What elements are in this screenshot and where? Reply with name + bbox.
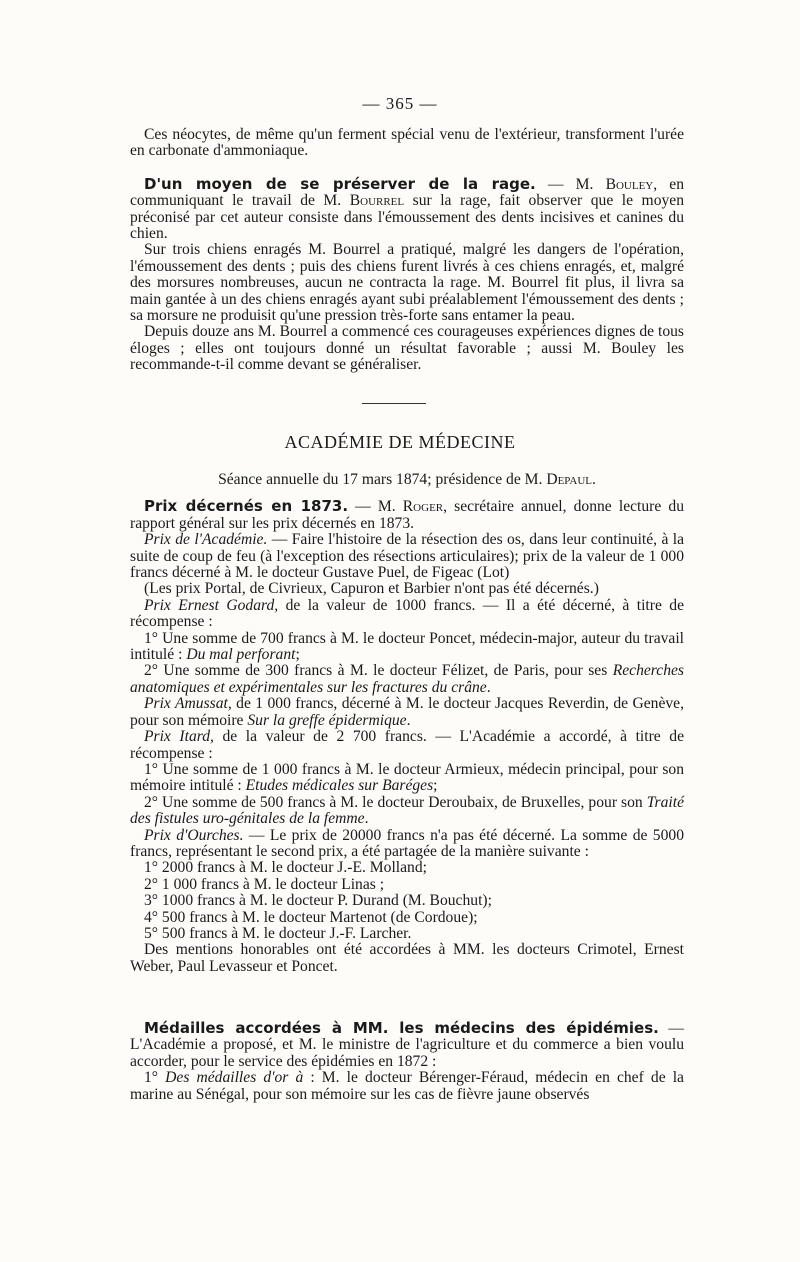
mentions-paragraph: Des mentions honorables ont été accordées à MM. les docteurs Crimotel, Ernest Weber, Paul Levasseur et Poncet. bbox=[130, 941, 684, 975]
rage-paragraph-3: Depuis douze ans M. Bourrel a commencé ces courageuses expériences dignes de tous éloges ; elles ont toujours donné un résultat favorable ; aussi M. Bouley les recommande-t-il comme devant se généraliser. bbox=[130, 323, 684, 374]
page-number: — 365 — bbox=[362, 94, 438, 113]
ourches-item: 5° 500 francs à M. le docteur J.-F. Larcher. bbox=[144, 924, 412, 942]
medailles-intro: Médailles accordées à MM. les médecins des épidémies. — L'Académie a proposé, et M. le ministre de l'agriculture et du commerce a bien voulu accorder, pour le service des épidémies en 1872 : bbox=[130, 1019, 684, 1070]
seance-line: Séance annuelle du 17 mars 1874; présidence de M. Depaul. bbox=[218, 471, 596, 488]
name-bourrel: Bourrel bbox=[349, 192, 405, 210]
medailles-title: Médailles accordées à MM. les médecins des épidémies. bbox=[144, 1019, 659, 1037]
prix-title: Prix décernés en 1873. bbox=[144, 497, 349, 516]
name-bouley: Bouley bbox=[605, 175, 654, 193]
ourches-item: 4° 500 francs à M. le docteur Martenot (de Cordoue); bbox=[144, 908, 478, 926]
rage-section bbox=[130, 127, 684, 374]
prix-amussat: Prix Amussat, de 1 000 francs, décerné à M. le docteur Jacques Reverdin, de Genève, pour son mémoire Sur la greffe épidermique. bbox=[130, 695, 684, 729]
prix-portal: (Les prix Portal, de Civrieux, Capuron et Barbier n'ont pas été décernés.) bbox=[144, 580, 599, 598]
prix-ourches: Prix d'Ourches. — Le prix de 20000 francs n'a pas été décerné. La somme de 5000 francs, représentant le second prix, a été partagée de la manière suivante : bbox=[130, 826, 684, 860]
rage-paragraph-1: D'un moyen de se préserver de la rage. — M. Bouley, en communiquant le travail de M. Bourrel sur la rage, fait observer que le moyen préconisé par cet auteur consiste dans l'émoussement des dents incisives et canines du chien. bbox=[130, 174, 685, 243]
prix-itard: Prix Itard, de la valeur de 2 700 francs. — L'Académie a accordé, à titre de récompense : bbox=[130, 728, 684, 762]
intro-paragraph: Ces néocytes, de même qu'un ferment spécial venu de l'extérieur, transforment l'urée en carbonate d'ammoniaque. bbox=[130, 126, 684, 160]
name-roger: Roger bbox=[402, 498, 444, 516]
name-depaul: Depaul bbox=[546, 471, 593, 488]
ourches-item: 1° 2000 francs à M. le docteur J.-E. Molland; bbox=[144, 859, 427, 877]
prix-itard-2: 2° Une somme de 500 francs à M. le docteur Deroubaix, de Bruxelles, pour son Traité des fistules uro-génitales de la femme. bbox=[130, 793, 684, 828]
section-divider bbox=[362, 403, 426, 404]
ourches-item: 2° 1 000 francs à M. le docteur Linas ; bbox=[144, 875, 385, 893]
medailles-or: 1° Des médailles d'or à : M. le docteur Bérenger-Féraud, médecin en chef de la marine au Sénégal, pour son mémoire sur les cas de fièvre jaune observés bbox=[130, 1069, 684, 1103]
section-heading: ACADÉMIE DE MÉDECINE bbox=[284, 432, 516, 452]
medailles-section bbox=[130, 1020, 684, 1103]
ourches-item: 3° 1000 francs à M. le docteur P. Durand (M. Bouchut); bbox=[144, 892, 492, 910]
rage-title: D'un moyen de se préserver de la rage. bbox=[144, 174, 536, 193]
prix-godard: Prix Ernest Godard, de la valeur de 1000 francs. — Il a été décerné, à titre de récompense : bbox=[130, 596, 684, 631]
prix-godard-2: 2° Une somme de 300 francs à M. le docteur Félizet, de Paris, pour ses Recherches anatomiques et expérimentales sur les fractures du crâne. bbox=[130, 662, 684, 696]
rage-paragraph-2: Sur trois chiens enragés M. Bourrel a pratiqué, malgré les dangers de l'opération, l'émoussement des dents ; puis des chiens furent livrés à ces chiens enragés, et, malgré des morsures nombreuses, aucun ne contracta la rage. M. Bourrel fit plus, il livra sa main gantée à un des chiens enragés ayant subi préalablement l'émoussement des dents ; sa morsure ne produisit qu'une pression très-forte sans entamer la peau. bbox=[130, 241, 684, 325]
prix-section bbox=[130, 472, 684, 975]
prix-itard-1: 1° Une somme de 1 000 francs à M. le docteur Armieux, médecin principal, pour son mémoire intitulé : Etudes médicales sur Baréges; bbox=[130, 760, 684, 795]
prix-intro: Prix décernés en 1873. — M. Roger, secrétaire annuel, donne lecture du rapport général sur les prix décernés en 1873. bbox=[130, 497, 684, 532]
prix-godard-1: 1° Une somme de 700 francs à M. le docteur Poncet, médecin-major, auteur du travail intitulé : Du mal perforant; bbox=[130, 629, 684, 664]
prix-academie: Prix de l'Académie. — Faire l'histoire de la résection des os, dans leur continuité, à la suite de coup de feu (à l'exception des résections articulaires); prix de la valeur de 1 000 francs décerné à M. le docteur Gustave Puel, de Figeac (Lot) bbox=[130, 531, 685, 582]
